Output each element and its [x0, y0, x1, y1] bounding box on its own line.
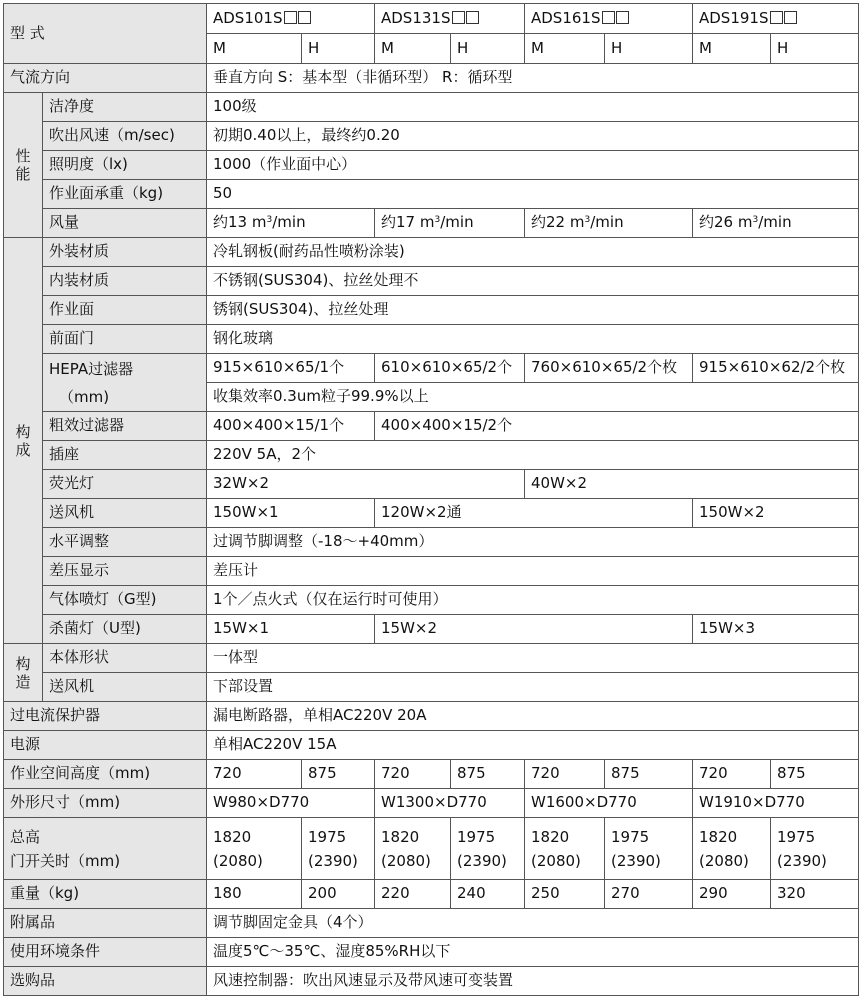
work-height-value: 720	[375, 760, 451, 789]
hepa-efficiency: 收集效率0.3um粒子99.9%以上	[207, 383, 859, 412]
uv-value: 15W×1	[207, 615, 375, 644]
sub-h: H	[605, 34, 693, 64]
exterior-label: 外装材质	[43, 238, 207, 267]
hepa-size: 915×610×62/2个枚	[693, 354, 859, 383]
structure-group: 构造	[4, 644, 43, 702]
hepa-size: 760×610×65/2个枚	[525, 354, 693, 383]
socket-label: 插座	[43, 441, 207, 470]
options-value: 风速控制器：吹出风速显示及带风速可变装置	[207, 967, 859, 996]
lamp-value: 40W×2	[525, 470, 859, 499]
pressure-value: 差压计	[207, 557, 859, 586]
sub-m: M	[525, 34, 605, 64]
interior-value: 不锈钢(SUS304)、拉丝处理不	[207, 267, 859, 296]
work-height-value: 720	[525, 760, 605, 789]
airflow-value: 垂直方向 S：基本型（非循环型） R：循环型	[207, 64, 859, 93]
power-value: 单相AC220V 15A	[207, 731, 859, 760]
uv-label: 杀菌灯（U型)	[43, 615, 207, 644]
total-height-value: 1820 (2080)	[525, 818, 605, 880]
sub-h: H	[771, 34, 859, 64]
outer-size-label: 外形尺寸（mm)	[4, 789, 207, 818]
frontdoor-label: 前面门	[43, 325, 207, 354]
total-height-value: 1820 (2080)	[207, 818, 302, 880]
leveling-label: 水平调整	[43, 528, 207, 557]
worksurface-label: 作业面	[43, 296, 207, 325]
performance-group: 性能	[4, 93, 43, 238]
sub-m: M	[375, 34, 451, 64]
outer-size-value: W1910×D770	[693, 789, 859, 818]
total-height-value: 1975 (2390)	[451, 818, 525, 880]
model-4: ADS191S	[693, 4, 859, 34]
weight-value: 240	[451, 880, 525, 909]
velocity-value: 初期0.40以上，最终约0.20	[207, 122, 859, 151]
weight-value: 220	[375, 880, 451, 909]
accessories-label: 附属品	[4, 909, 207, 938]
hepa-label: HEPA过滤器 （mm)	[43, 354, 207, 412]
sub-h: H	[451, 34, 525, 64]
body-label: 本体形状	[43, 644, 207, 673]
work-height-value: 875	[771, 760, 859, 789]
weight-value: 320	[771, 880, 859, 909]
work-height-value: 875	[451, 760, 525, 789]
fan-value: 150W×2	[693, 499, 859, 528]
prefilter-value: 400×400×15/1个	[207, 412, 375, 441]
outer-size-value: W980×D770	[207, 789, 375, 818]
overcurrent-label: 过电流保护器	[4, 702, 207, 731]
exterior-value: 冷轧钢板(耐药品性喷粉涂装)	[207, 238, 859, 267]
power-label: 电源	[4, 731, 207, 760]
prefilter-value: 400×400×15/2个	[375, 412, 859, 441]
overcurrent-value: 漏电断路器，单相AC220V 20A	[207, 702, 859, 731]
options-label: 选购品	[4, 967, 207, 996]
volume-value: 约13 $m^3/\min$	[207, 209, 375, 238]
leveling-value: 过调节脚调整（-18～+40mm）	[207, 528, 859, 557]
volume-value: 约26 $m^3/\min$	[693, 209, 859, 238]
velocity-label: 吹出风速（m/sec)	[43, 122, 207, 151]
work-height-label: 作业空间高度（mm)	[4, 760, 207, 789]
gas-label: 气体喷灯（G型)	[43, 586, 207, 615]
weight-value: 290	[693, 880, 771, 909]
structure-fan-value: 下部设置	[207, 673, 859, 702]
fan-value: 120W×2通	[375, 499, 693, 528]
spec-table	[3, 3, 859, 996]
work-height-value: 720	[693, 760, 771, 789]
volume-label: 风量	[43, 209, 207, 238]
cleanliness-value: 100级	[207, 93, 859, 122]
outer-size-value: W1300×D770	[375, 789, 525, 818]
hepa-size: 915×610×65/1个	[207, 354, 375, 383]
volume-value: 约22 $m^3/\min$	[525, 209, 693, 238]
total-height-value: 1975 (2390)	[605, 818, 693, 880]
illuminance-label: 照明度（lx)	[43, 151, 207, 180]
weight-value: 250	[525, 880, 605, 909]
model-3: ADS161S	[525, 4, 693, 34]
weight-value: 200	[302, 880, 375, 909]
frontdoor-value: 钢化玻璃	[207, 325, 859, 354]
work-height-value: 875	[302, 760, 375, 789]
model-1: ADS101S	[207, 4, 375, 34]
illuminance-value: 1000（作业面中心）	[207, 151, 859, 180]
cleanliness-label: 洁净度	[43, 93, 207, 122]
model-label: 型 式	[4, 4, 207, 64]
pressure-label: 差压显示	[43, 557, 207, 586]
accessories-value: 调节脚固定金具（4个）	[207, 909, 859, 938]
weight-value: 270	[605, 880, 693, 909]
total-height-value: 1820 (2080)	[375, 818, 451, 880]
load-value: 50	[207, 180, 859, 209]
model-2: ADS131S	[375, 4, 525, 34]
construction-group: 构成	[4, 238, 43, 644]
gas-value: 1个／点火式（仅在运行时可使用）	[207, 586, 859, 615]
outer-size-value: W1600×D770	[525, 789, 693, 818]
work-height-value: 720	[207, 760, 302, 789]
lamp-value: 32W×2	[207, 470, 525, 499]
volume-value: 约17 $m^3/\min$	[375, 209, 525, 238]
interior-label: 内装材质	[43, 267, 207, 296]
uv-value: 15W×3	[693, 615, 859, 644]
lamp-label: 荧光灯	[43, 470, 207, 499]
prefilter-label: 粗效过滤器	[43, 412, 207, 441]
structure-fan-label: 送风机	[43, 673, 207, 702]
sub-h: H	[302, 34, 375, 64]
load-label: 作业面承重（kg)	[43, 180, 207, 209]
total-height-value: 1975 (2390)	[302, 818, 375, 880]
weight-label: 重量（kg)	[4, 880, 207, 909]
sub-m: M	[693, 34, 771, 64]
fan-value: 150W×1	[207, 499, 375, 528]
body-value: 一体型	[207, 644, 859, 673]
total-height-value: 1820 (2080)	[693, 818, 771, 880]
socket-value: 220V 5A，2个	[207, 441, 859, 470]
uv-value: 15W×2	[375, 615, 693, 644]
airflow-label: 气流方向	[4, 64, 207, 93]
worksurface-value: 锈钢(SUS304)、拉丝处理	[207, 296, 859, 325]
fan-label: 送风机	[43, 499, 207, 528]
work-height-value: 875	[605, 760, 693, 789]
environment-value: 温度5℃～35℃、湿度85%RH以下	[207, 938, 859, 967]
total-height-label: 总高 门开关时（mm)	[4, 818, 207, 880]
hepa-size: 610×610×65/2个	[375, 354, 525, 383]
environment-label: 使用环境条件	[4, 938, 207, 967]
total-height-value: 1975 (2390)	[771, 818, 859, 880]
sub-m: M	[207, 34, 302, 64]
weight-value: 180	[207, 880, 302, 909]
